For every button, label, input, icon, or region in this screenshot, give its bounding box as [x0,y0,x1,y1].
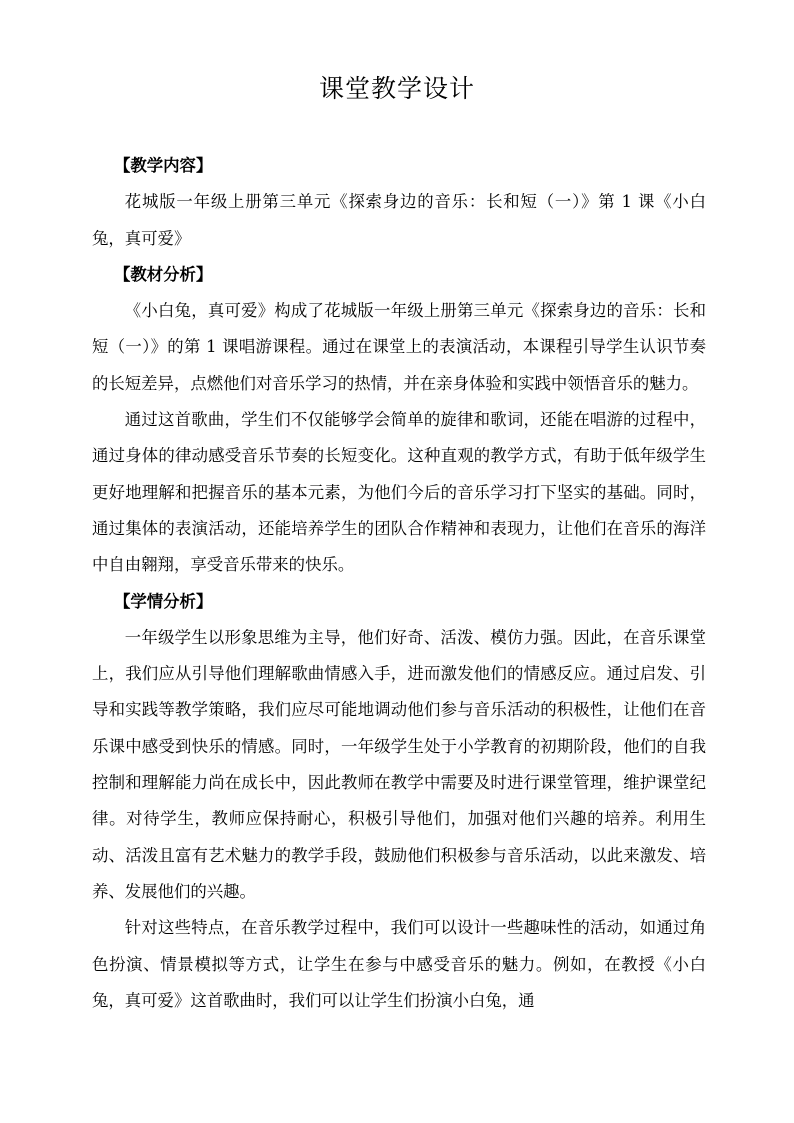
document-body [92,148,706,1019]
paragraph: 花城版一年级上册第三单元《探索身边的音乐：长和短（一）》第 1 课《小白兔，真可爱》 [92,192,706,248]
paragraph: 一年级学生以形象思维为主导，他们好奇、活泼、模仿力强。因此，在音乐课堂上，我们应从引导他们理解歌曲情感入手，进而激发他们的情感反应。通过启发、引导和实践等教学策略，我们应尽可能地调动他们参与音乐活动的积极性，让他们在音乐课中感受到快乐的情感。同时，一年级学生处于小学教育的初期阶段，他们的自我控制和理解能力尚在成长中，因此教师在教学中需要及时进行课堂管理，维护课堂纪律。对待学生，教师应保持耐心，积极引导他们，加强对他们兴趣的培养。利用生动、活泼且富有艺术魅力的教学手段，鼓励他们积极参与音乐活动，以此来激发、培养、发展他们的兴趣。 [92,627,706,901]
paragraph: 通过这首歌曲，学生们不仅能够学会简单的旋律和歌词，还能在唱游的过程中，通过身体的律动感受音乐节奏的长短变化。这种直观的教学方式，有助于低年级学生更好地理解和把握音乐的基本元素，为他们今后的音乐学习打下坚实的基础。同时，通过集体的表演活动，还能培养学生的团队合作精神和表现力，让他们在音乐的海洋中自由翱翔，享受音乐带来的快乐。 [92,410,706,575]
paragraph: 《小白兔，真可爱》构成了花城版一年级上册第三单元《探索身边的音乐：长和短（一）》的第 1 课唱游课程。通过在课堂上的表演活动，本课程引导学生认识节奏的长短差异，点燃他们对音乐学习的热情，并在亲身体验和实践中领悟音乐的魅力。 [92,301,706,393]
section-heading-learner-analysis: 【学情分析】 [114,591,213,611]
page-title: 课堂教学设计 [318,74,475,103]
paragraph: 针对这些特点，在音乐教学过程中，我们可以设计一些趣味性的活动，如通过角色扮演、情景模拟等方式，让学生在参与中感受音乐的魅力。例如，在教授《小白兔，真可爱》这首歌曲时，我们可以让学生们扮演小白兔，通 [92,918,706,1010]
section-heading-material-analysis: 【教材分析】 [114,264,213,284]
section-heading-teaching-content: 【教学内容】 [114,156,213,175]
